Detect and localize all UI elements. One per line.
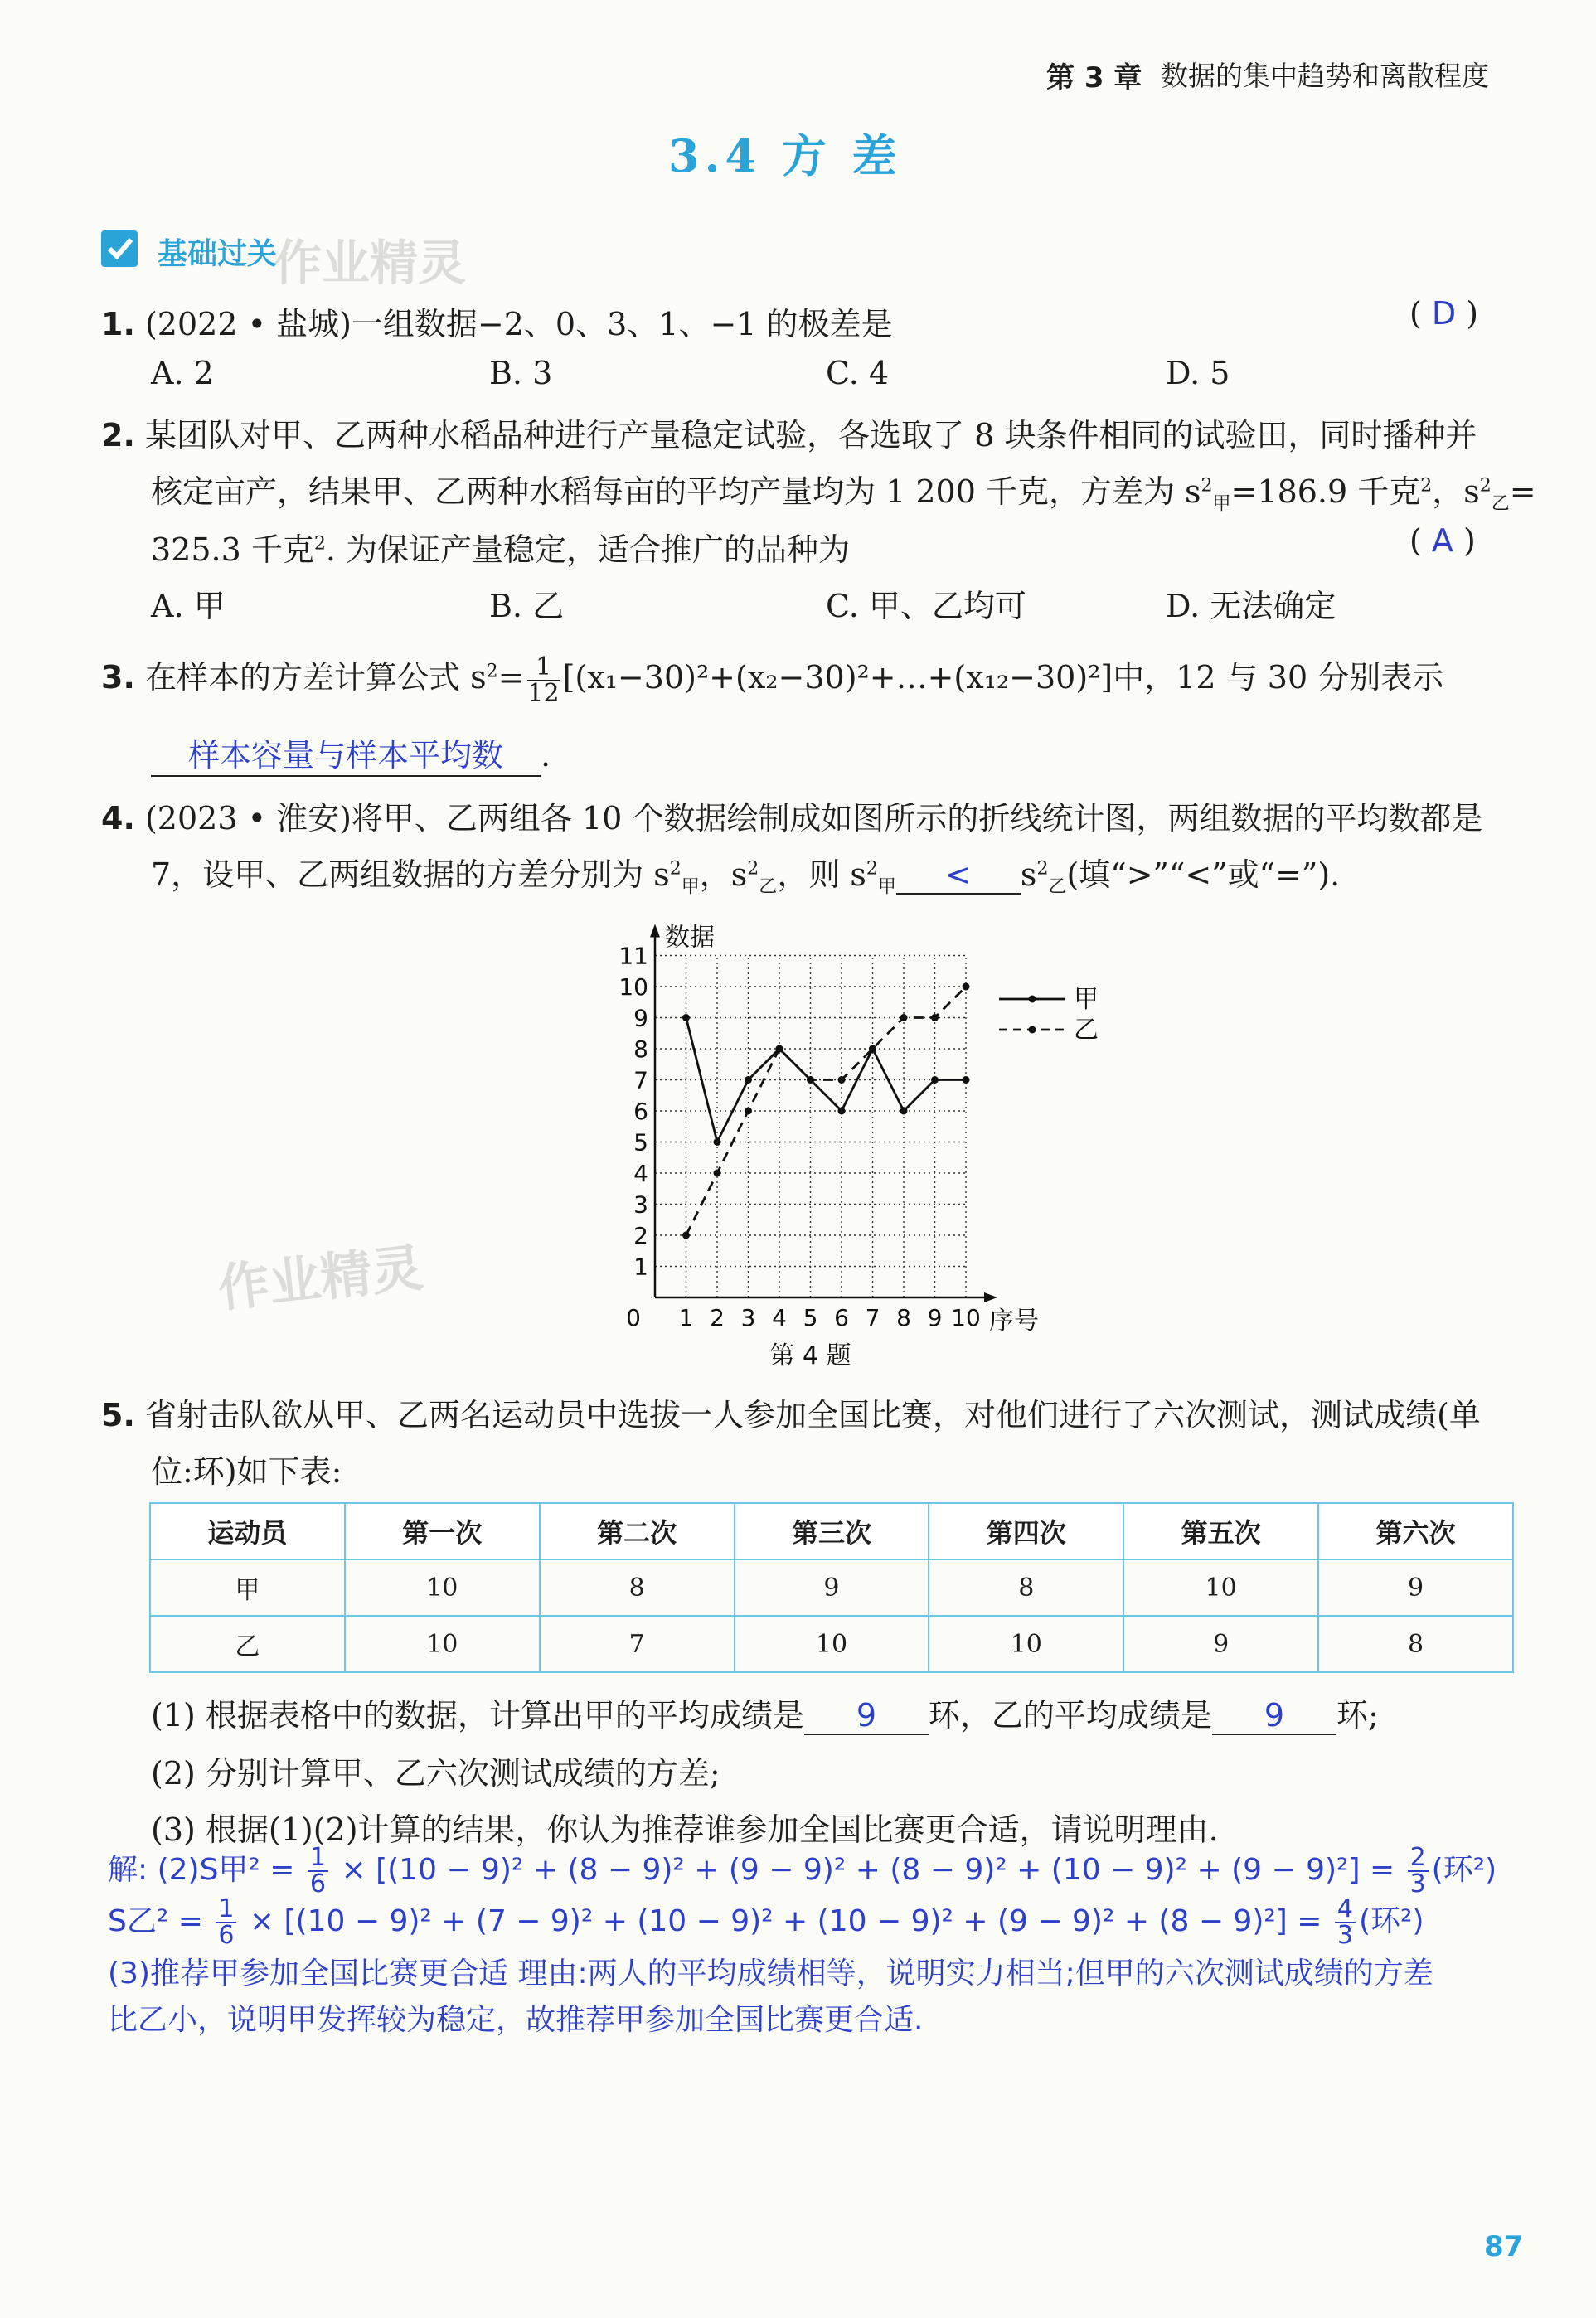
x-tick-label: 4 [772,1304,787,1331]
y-tick-label: 2 [633,1222,648,1249]
text: 中，12 与 30 分别表示 [1113,659,1444,696]
line-chart [572,904,1099,1370]
fraction [1335,1894,1356,1950]
y-tick-label: 10 [619,973,648,1001]
solution-line-1 [108,1845,1497,1897]
answer-blank: 9 [1212,1697,1336,1735]
y-tick-label: 5 [633,1128,648,1157]
text: (1) 根据表格中的数据，计算出甲的平均成绩是 [151,1697,804,1734]
question-2-line-1 [101,410,1477,455]
subscript: 甲 [1212,493,1231,515]
data-point [931,1076,939,1084]
option: A. 2 [151,355,214,391]
option: C. 甲、乙均可 [826,588,1026,624]
numerator: 1 [216,1897,236,1923]
option: D. 5 [1166,355,1230,391]
y-tick-label: 4 [633,1160,648,1187]
answer-blank: 样本容量与样本平均数 [151,730,541,777]
section-title: 3.4 方 差 [668,129,902,182]
data-point [745,1076,752,1084]
answer-blank: 9 [804,1697,929,1735]
data-point [900,1108,908,1115]
x-tick-label: 8 [896,1304,911,1331]
table-cell: 10 [1123,1559,1318,1616]
text: 环，乙的平均成绩是 [928,1697,1212,1734]
chapter-label: 第 3 章 [1046,61,1142,95]
text: (环²) [1359,1904,1424,1938]
x-tick-label: 2 [710,1304,725,1331]
answer-choice: D [1431,295,1457,332]
question-4-line-1 [101,793,1482,838]
table-header-row [150,1503,1513,1559]
data-point [714,1138,721,1146]
x-tick-label: 3 [740,1304,756,1331]
numerator: 1 [527,655,559,681]
table-header: 第一次 [345,1503,540,1559]
y-tick-label: 1 [633,1253,648,1281]
legend-marker [1029,996,1036,1003]
question-4-line-2: 7，设甲、乙两组数据的方差分别为 $s^2_甲$，$s^2_乙$，则 $s^2_甲 < s^2_乙$(填“>”“<”或“=”). [151,856,1341,898]
table-header: 第五次 [1123,1503,1318,1559]
data-point [963,983,970,991]
numerator: 1 [308,1845,328,1872]
subscript: 乙 [1491,493,1510,515]
data-point [682,1232,690,1239]
data-point [776,1045,783,1053]
table-cell: 8 [540,1559,735,1616]
y-tick-label: 8 [633,1035,648,1063]
table-cell: 乙 [150,1616,345,1672]
text: 325.3 千克 [151,531,314,568]
y-axis-label: 数据 [665,923,715,953]
text: 环; [1336,1697,1379,1734]
text: =186.9 千克 [1230,473,1421,510]
question-1 [101,298,893,344]
question-number: 4. [101,800,135,837]
data-point [807,1076,814,1084]
question-3: 3. 在样本的方差计算公式 $s^2=$ $\frac{1}{12}$ [(x₁−30)²+(x₂−30)²+…+(x₁₂−30)²]中，12 与 30 分别表示 [101,652,1444,708]
question-number: 2. [101,417,135,453]
question-5-line-2: 位:环)如下表: [151,1453,342,1490]
table-header: 第四次 [929,1503,1123,1559]
table-header: 第三次 [735,1503,929,1559]
section-badge-label: 基础过关 [158,237,278,271]
x-tick-label: 5 [803,1304,818,1331]
y-tick-label: 9 [633,1004,648,1032]
question-2-line-2: 核定亩产，结果甲、乙两种水稻每亩的平均产量均为 1 200 千克，方差为 $s^2_甲=186.9$ 千克$^2$，$s^2_乙=$ [151,473,1536,515]
x-axis-arrow [984,1292,997,1302]
text: × [(10 − 9)² + (7 − 9)² + (10 − 9)² + (10 − 9)² + (9 − 9)² + (8 − 9)²] = [249,1904,1322,1938]
numerator: 4 [1335,1897,1356,1923]
solution-line-2 [108,1894,1424,1950]
table-row [150,1559,1513,1616]
solution-line-3: (3)推荐甲参加全国比赛更合适 理由:两人的平均成绩相等，说明实力相当;但甲的六次测试成绩的方差 [108,1957,1433,1991]
data-point [931,1014,939,1021]
x-axis-label: 序号 [989,1307,1039,1336]
legend-marker [1029,1026,1036,1034]
y-tick-label: 11 [619,942,648,970]
table-cell: 10 [345,1616,540,1672]
table-cell: 7 [540,1616,735,1672]
x-tick-label: 10 [951,1304,981,1331]
text: S乙² = [108,1904,203,1938]
formula: [(x₁−30)²+(x₂−30)²+…+(x₁₂−30)²] [562,659,1113,696]
data-point [963,1076,970,1084]
question-2-line-3: 325.3 千克$^2$. 为保证产量稳定，适合推广的品种为 [151,531,851,568]
table-cell: 8 [1318,1616,1513,1672]
option: B. 乙 [489,588,565,624]
chapter-title: 数据的集中趋势和离散程度 [1161,60,1489,92]
text: = [1509,473,1536,510]
table-cell: 甲 [150,1559,345,1616]
option: B. 3 [489,355,553,391]
denominator: 3 [1336,1921,1354,1950]
x-tick-label: 7 [865,1304,880,1331]
table-cell: 10 [345,1559,540,1616]
question-5-sub-2: (2) 分别计算甲、乙六次测试成绩的方差; [151,1755,720,1792]
text: 解: (2)S甲² = [108,1853,295,1887]
denominator: 6 [218,1921,235,1950]
question-5-sub-3: (3) 根据(1)(2)计算的结果，你认为推荐谁参加全国比赛更合适，请说明理由. [151,1811,1219,1848]
table-header: 第六次 [1318,1503,1513,1559]
table-cell: 9 [1318,1559,1513,1616]
subscript: 甲 [877,876,896,898]
option: D. 无法确定 [1166,588,1336,624]
text: . 为保证产量稳定，适合推广的品种为 [325,531,851,568]
question-number: 3. [101,659,135,696]
fraction [216,1894,236,1950]
watermark-top: 作业精灵 [274,235,467,291]
x-tick-label: 6 [834,1304,849,1331]
question-text: (2022 • 盐城)一组数据−2、0、3、1、−1 的极差是 [144,306,893,342]
text: ，s [1432,473,1480,510]
answer-choice: A [1431,522,1453,559]
answer-bracket-1: ( D ) [1409,295,1479,332]
text: (环²) [1431,1853,1497,1887]
legend-label: 乙 [1074,1016,1099,1045]
table-header: 运动员 [150,1503,345,1559]
text: . [541,737,551,773]
y-tick-label: 6 [633,1098,648,1125]
fraction [527,652,560,708]
denominator: 12 [527,678,560,708]
question-5-sub-1 [151,1690,1379,1735]
text: s [1020,856,1037,893]
x-tick-label: 0 [626,1304,641,1331]
text: 省射击队欲从甲、乙两名运动员中选拔一人参加全国比赛，对他们进行了六次测试，测试成绩(单 [144,1397,1481,1433]
text: 在样本的方差计算公式 s [144,659,487,696]
question-number: 5. [101,1397,135,1433]
data-point [900,1014,908,1021]
subscript: 甲 [681,876,700,898]
subscript: 乙 [1048,876,1067,898]
data-point [745,1108,752,1115]
option: A. 甲 [151,588,226,624]
numerator: 2 [1408,1845,1429,1872]
text: (2023 • 淮安)将甲、乙两组各 10 个数据绘制成如图所示的折线统计图，两组数据的平均数都是 [144,800,1483,837]
data-point [682,1014,690,1021]
question-5-line-1 [101,1389,1481,1435]
denominator: 3 [1409,1869,1426,1899]
question-number: 1. [101,306,135,342]
scores-table [149,1502,1514,1673]
table-cell: 9 [735,1559,929,1616]
table-row [150,1616,1513,1672]
legend-label: 甲 [1074,985,1099,1014]
text: 核定亩产，结果甲、乙两种水稻每亩的平均产量均为 1 200 千克，方差为 s [151,473,1201,510]
solution-line-4: 比乙小，说明甲发挥较为稳定，故推荐甲参加全国比赛更合适. [108,2003,924,2037]
answer-blank: < [896,856,1021,895]
fraction [308,1845,328,1897]
text: ，则 s [777,856,866,893]
answer-bracket-2: ( A ) [1409,522,1476,559]
chart-caption: 第 4 题 [769,1341,851,1370]
data-point [869,1045,876,1053]
y-tick-label: 3 [633,1191,648,1219]
table-cell: 10 [735,1616,929,1672]
text: ，s [699,856,748,893]
fraction [1408,1845,1429,1897]
denominator: 6 [309,1869,327,1899]
subscript: 乙 [759,876,778,898]
watermark-middle: 作业精灵 [215,1237,426,1319]
option: C. 4 [826,355,890,391]
text: × [(10 − 9)² + (8 − 9)² + (9 − 9)² + (8 − 9)² + (10 − 9)² + (9 − 9)²] = [341,1853,1395,1887]
y-tick-label: 7 [633,1066,648,1094]
table-cell: 9 [1123,1616,1318,1672]
data-point [838,1108,846,1115]
text: 7，设甲、乙两组数据的方差分别为 s [151,856,670,893]
x-tick-label: 1 [678,1304,694,1331]
data-point [838,1076,846,1084]
table-cell: 8 [929,1559,1123,1616]
table-cell: 10 [929,1616,1123,1672]
checkbox-icon [101,230,138,267]
table-header: 第二次 [540,1503,735,1559]
x-tick-label: 9 [927,1304,943,1331]
question-text: 某团队对甲、乙两种水稻品种进行产量稳定试验，各选取了 8 块条件相同的试验田，同时播种并 [144,417,1477,453]
question-3-answer-line [151,730,551,777]
data-point [714,1170,721,1177]
text: (填“>”“<”或“=”). [1066,856,1341,893]
page-number: 87 [1484,2230,1524,2263]
y-axis-arrow [650,924,660,938]
